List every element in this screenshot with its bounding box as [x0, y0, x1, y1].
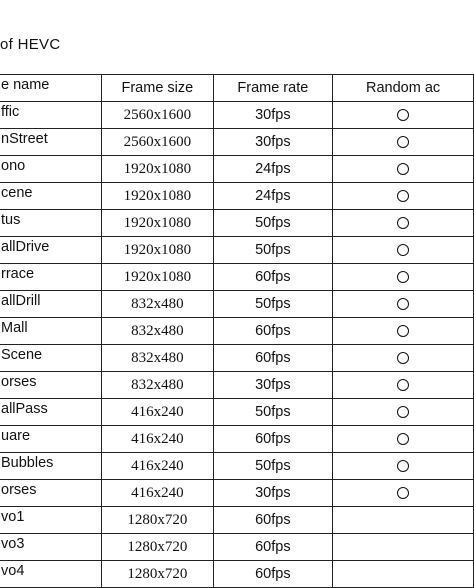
cell-random-access [332, 372, 473, 399]
cell-random-access [332, 237, 473, 264]
table-row [0, 183, 474, 210]
cell-random-access [332, 507, 473, 534]
cell-frame-rate: 60fps [213, 534, 332, 561]
table-row [0, 264, 474, 291]
table-caption: of HEVC [0, 36, 61, 53]
cell-frame-size: 1920x1080 [102, 156, 214, 183]
table-row [0, 237, 474, 264]
cell-frame-rate: 30fps [213, 129, 332, 156]
cell-frame-rate: 50fps [213, 399, 332, 426]
cell-frame-rate: 60fps [213, 318, 332, 345]
cell-sequence-name: allDrive [0, 237, 102, 264]
cell-random-access [332, 534, 473, 561]
table-row [0, 156, 474, 183]
cell-frame-rate: 30fps [213, 372, 332, 399]
circle-mark-icon [397, 487, 409, 499]
cell-frame-rate: 50fps [213, 453, 332, 480]
circle-mark-icon [397, 136, 409, 148]
table-header-row [0, 75, 474, 102]
header-sequence-name: e name [0, 75, 102, 102]
circle-mark-icon [397, 190, 409, 202]
circle-mark-icon [397, 271, 409, 283]
cell-random-access [332, 291, 473, 318]
table-row [0, 210, 474, 237]
cell-frame-size: 416x240 [102, 453, 214, 480]
table-row [0, 534, 474, 561]
cell-random-access [332, 318, 473, 345]
cell-sequence-name: vo4 [0, 561, 102, 588]
sequence-table [0, 74, 474, 588]
cell-frame-rate: 24fps [213, 156, 332, 183]
circle-mark-icon [397, 325, 409, 337]
table-body [0, 102, 474, 588]
table-row [0, 345, 474, 372]
cell-frame-size: 832x480 [102, 372, 214, 399]
cell-sequence-name: Scene [0, 345, 102, 372]
header-random-access: Random ac [332, 75, 473, 102]
cell-random-access [332, 345, 473, 372]
circle-mark-icon [397, 244, 409, 256]
circle-mark-icon [397, 460, 409, 472]
table-row [0, 426, 474, 453]
cell-sequence-name: rrace [0, 264, 102, 291]
circle-mark-icon [397, 352, 409, 364]
cell-sequence-name: allPass [0, 399, 102, 426]
table-row [0, 453, 474, 480]
cell-frame-rate: 50fps [213, 291, 332, 318]
cell-frame-size: 1920x1080 [102, 264, 214, 291]
cell-sequence-name: nStreet [0, 129, 102, 156]
cell-frame-size: 832x480 [102, 318, 214, 345]
cell-frame-size: 1280x720 [102, 507, 214, 534]
header-frame-size: Frame size [102, 75, 214, 102]
cell-frame-size: 2560x1600 [102, 102, 214, 129]
cell-random-access [332, 210, 473, 237]
table-row [0, 129, 474, 156]
table-row [0, 102, 474, 129]
table-row [0, 372, 474, 399]
cell-frame-rate: 30fps [213, 480, 332, 507]
cell-sequence-name: Bubbles [0, 453, 102, 480]
cell-frame-size: 1920x1080 [102, 183, 214, 210]
cell-random-access [332, 399, 473, 426]
cell-sequence-name: vo1 [0, 507, 102, 534]
cell-frame-size: 416x240 [102, 480, 214, 507]
table-row [0, 291, 474, 318]
cell-sequence-name: ono [0, 156, 102, 183]
circle-mark-icon [397, 217, 409, 229]
cell-frame-rate: 60fps [213, 507, 332, 534]
cell-random-access [332, 129, 473, 156]
circle-mark-icon [397, 163, 409, 175]
cell-frame-rate: 60fps [213, 426, 332, 453]
sequence-table-container [0, 74, 474, 588]
circle-mark-icon [397, 298, 409, 310]
cell-frame-rate: 60fps [213, 345, 332, 372]
cell-random-access [332, 426, 473, 453]
cell-frame-size: 416x240 [102, 399, 214, 426]
cell-frame-rate: 24fps [213, 183, 332, 210]
cell-frame-size: 416x240 [102, 426, 214, 453]
cell-sequence-name: Mall [0, 318, 102, 345]
cell-sequence-name: cene [0, 183, 102, 210]
table-row [0, 480, 474, 507]
cell-sequence-name: ffic [0, 102, 102, 129]
cell-frame-size: 1920x1080 [102, 237, 214, 264]
cell-random-access [332, 264, 473, 291]
cell-frame-size: 1280x720 [102, 534, 214, 561]
cell-random-access [332, 480, 473, 507]
circle-mark-icon [397, 433, 409, 445]
cell-sequence-name: allDrill [0, 291, 102, 318]
cell-random-access [332, 183, 473, 210]
cell-frame-size: 832x480 [102, 345, 214, 372]
table-row [0, 318, 474, 345]
cell-frame-size: 1920x1080 [102, 210, 214, 237]
table-row [0, 561, 474, 588]
cell-frame-rate: 30fps [213, 102, 332, 129]
circle-mark-icon [397, 406, 409, 418]
cell-random-access [332, 561, 473, 588]
circle-mark-icon [397, 109, 409, 121]
cell-frame-rate: 60fps [213, 264, 332, 291]
cell-frame-size: 832x480 [102, 291, 214, 318]
cell-frame-rate: 60fps [213, 561, 332, 588]
cell-frame-size: 2560x1600 [102, 129, 214, 156]
cell-sequence-name: uare [0, 426, 102, 453]
circle-mark-icon [397, 379, 409, 391]
table-row [0, 399, 474, 426]
cell-sequence-name: orses [0, 372, 102, 399]
cell-random-access [332, 102, 473, 129]
cell-sequence-name: tus [0, 210, 102, 237]
cell-sequence-name: vo3 [0, 534, 102, 561]
header-frame-rate: Frame rate [213, 75, 332, 102]
cell-sequence-name: orses [0, 480, 102, 507]
cell-random-access [332, 156, 473, 183]
cell-frame-rate: 50fps [213, 237, 332, 264]
cell-frame-size: 1280x720 [102, 561, 214, 588]
cell-frame-rate: 50fps [213, 210, 332, 237]
table-row [0, 507, 474, 534]
cell-random-access [332, 453, 473, 480]
